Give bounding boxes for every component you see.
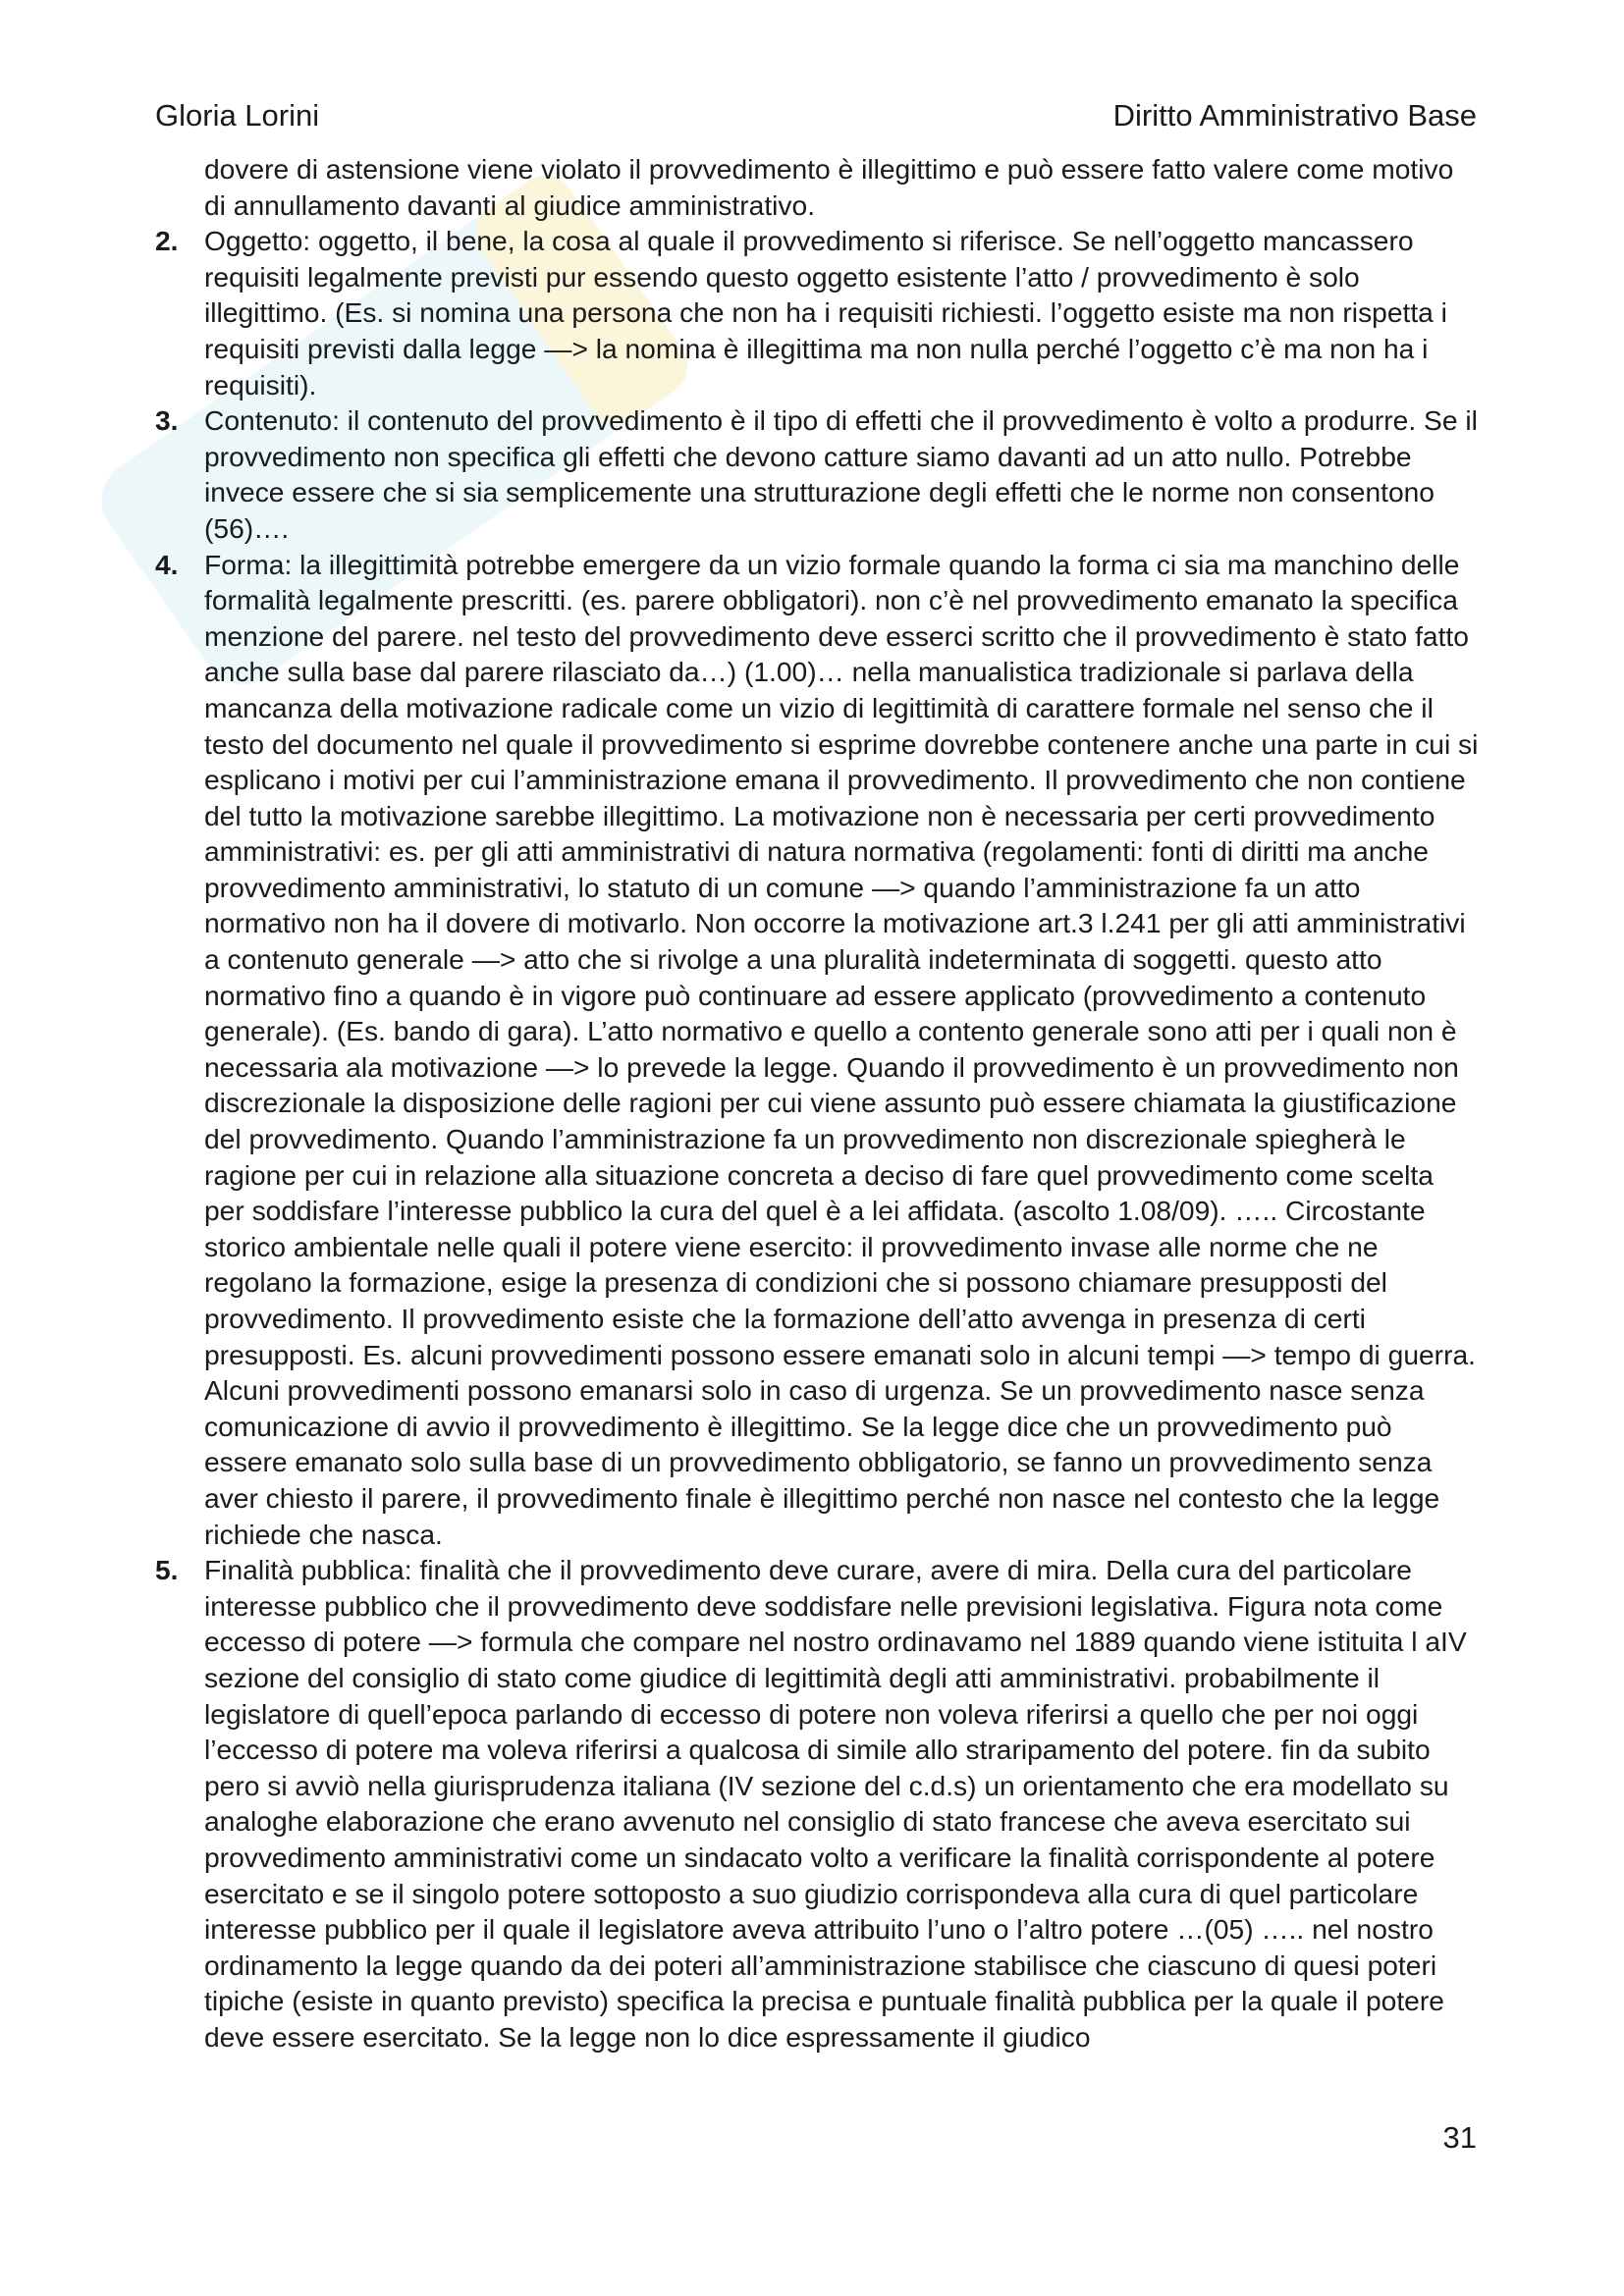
list-item-forma xyxy=(155,547,1481,1553)
page-number: 31 xyxy=(1442,2120,1477,2155)
list-item-number: 5. xyxy=(155,1554,179,1586)
list-item-finalita-pubblica xyxy=(155,1552,1481,2055)
list-item-oggetto xyxy=(155,223,1481,402)
list-item-number: 2. xyxy=(155,225,179,257)
header-course-title: Diritto Amministrativo Base xyxy=(1112,98,1477,133)
header-author: Gloria Lorini xyxy=(155,98,320,133)
page-header xyxy=(155,94,1477,137)
list-item-text: Oggetto: oggetto, il bene, la cosa al quale il provvedimento si riferisce. Se nell’oggetto mancassero requisiti legalmente previsti pur essendo questo oggetto esistente l’atto / provvedimento è solo illegittimo. (Es. si nomina una persona che non ha i requisiti richiesti. l’oggetto esiste ma non rispetta i requisiti previsti dalla legge —> la nomina è illegittima ma non nulla perché l’oggetto c’è ma non ha i requisiti). xyxy=(204,225,1447,400)
list-item-number: 3. xyxy=(155,404,179,437)
list-item-text: Contenuto: il contenuto del provvedimento è il tipo di effetti che il provvedimento è volto a produrre. Se il provvedimento non specifica gli effetti che devono catture siamo davanti ad un atto nullo. Potrebbe invece essere che si sia semplicemente una strutturazione degli effetti che le norme non consentono (56)…. xyxy=(204,404,1478,544)
document-body xyxy=(155,151,1481,2055)
list-item-text: Forma: la illegittimità potrebbe emergere da un vizio formale quando la forma ci sia ma manchino delle formalità legalmente prescritti. (es. parere obbligatori). non c’è nel provvedimento emanato la specifica menzione del parere. nel testo del provvedimento deve esserci scritto che il provvedimento è stato fatto anche sulla base dal parere rilasciato da…) (1.00)… nella manualistica tradizionale si parlava della mancanza della motivazione radicale come un vizio di legittimità di carattere formale nel senso che il testo del documento nel quale il provvedimento si esprime dovrebbe contenere anche una parte in cui si esplicano i motivi per cui l’amministrazione emana il provvedimento. Il provvedimento che non contiene del tutto la motivazione sarebbe illegittimo. La motivazione non è necessaria per certi provvedimento amministrativi: es. per gli atti amministrativi di natura normativa (regolamenti: fonti di diritti ma anche provvedimento amministrativi, lo statuto di un comune —> quando l’amministrazione fa un atto normativo non ha il dovere di motivarlo. Non occorre la motivazione art.3 l.241 per gli atti amministrativi a contenuto generale —> atto che si rivolge a una pluralità indeterminata di soggetti. questo atto normativo fino a quando è in vigore può continuare ad essere applicato (provvedimento a contenuto generale). (Es. bando di gara). L’atto normativo e quello a contento generale sono atti per i quali non è necessaria ala motivazione —> lo prevede la legge. Quando il provvedimento è un provvedimento non discrezionale la disposizione delle ragioni per cui viene assunto può essere chiamata la giustificazione del provvedimento. Quando l’amministrazione fa un provvedimento non discrezionale spiegherà le ragione per cui in relazione alla situazione concreta a deciso di fare quel provvedimento come scelta per soddisfare l’interesse pubblico la cura del quel è a lei affidata. (ascolto 1.08/09). ….. Circostante storico ambientale nelle quali il potere viene esercito: il provvedimento invase alle norme che ne regolano la formazione, esige la presenza di condizioni che si possono chiamare presupposti del provvedimento. Il provvedimento esiste che la formazione dell’atto avvenga in presenza di certi presupposti. Es. alcuni provvedimenti possono essere emanati solo in alcuni tempi —> tempo di guerra. Alcuni provvedimenti possono emanarsi solo in caso di urgenza. Se un provvedimento nasce senza comunicazione di avvio il provvedimento è illegittimo. Se la legge dice che un provvedimento può essere emanato solo sulla base di un provvedimento obbligatorio, se fanno un provvedimento senza aver chiesto il parere, il provvedimento finale è illegittimo perché non nasce nel contesto che la legge richiede che nasca. xyxy=(204,548,1479,1550)
list-item-text: Finalità pubblica: finalità che il provvedimento deve curare, avere di mira. Della cura del particolare interesse pubblico che il provvedimento deve soddisfare nelle previsioni legislativa. Figura nota come eccesso di potere —> formula che compare nel nostro ordinavamo nel 1889 quando viene istituita l aIV sezione del consiglio di stato come giudice di legittimità degli atti amministrativi. probabilmente il legislatore di quell’epoca parlando di eccesso di potere non voleva riferirsi a quello che per noi oggi l’eccesso di potere ma voleva riferirsi a qualcosa di simile allo straripamento del potere. fin da subito pero si avviò nella giurisprudenza italiana (IV sezione del c.d.s) un orientamento che era modellato su analoghe elaborazione che erano avvenuto nel consiglio di stato francese che aveva esercitato sui provvedimento amministrativi come un sindacato volto a verificare la finalità corrispondente al potere esercitato e se il singolo potere sottoposto a suo giudizio corrispondeva alla cura di quel particolare interesse pubblico per il quale il legislatore aveva attribuito l’uno o l’altro potere …(05) ….. nel nostro ordinamento la legge quando da dei poteri all’amministrazione stabilisce che ciascuno di quesi poteri tipiche (esiste in quanto previsto) specifica la precisa e puntuale finalità pubblica per la quale il potere deve essere esercitato. Se la legge non lo dice espressamente il giudico xyxy=(204,1554,1467,2053)
list-item-number: 4. xyxy=(155,548,179,580)
list-item-contenuto xyxy=(155,402,1481,546)
continuation-paragraph: dovere di astensione viene violato il provvedimento è illegittimo e può essere fatto valere come motivo di annullamento davanti al giudice amministrativo. xyxy=(204,153,1454,221)
